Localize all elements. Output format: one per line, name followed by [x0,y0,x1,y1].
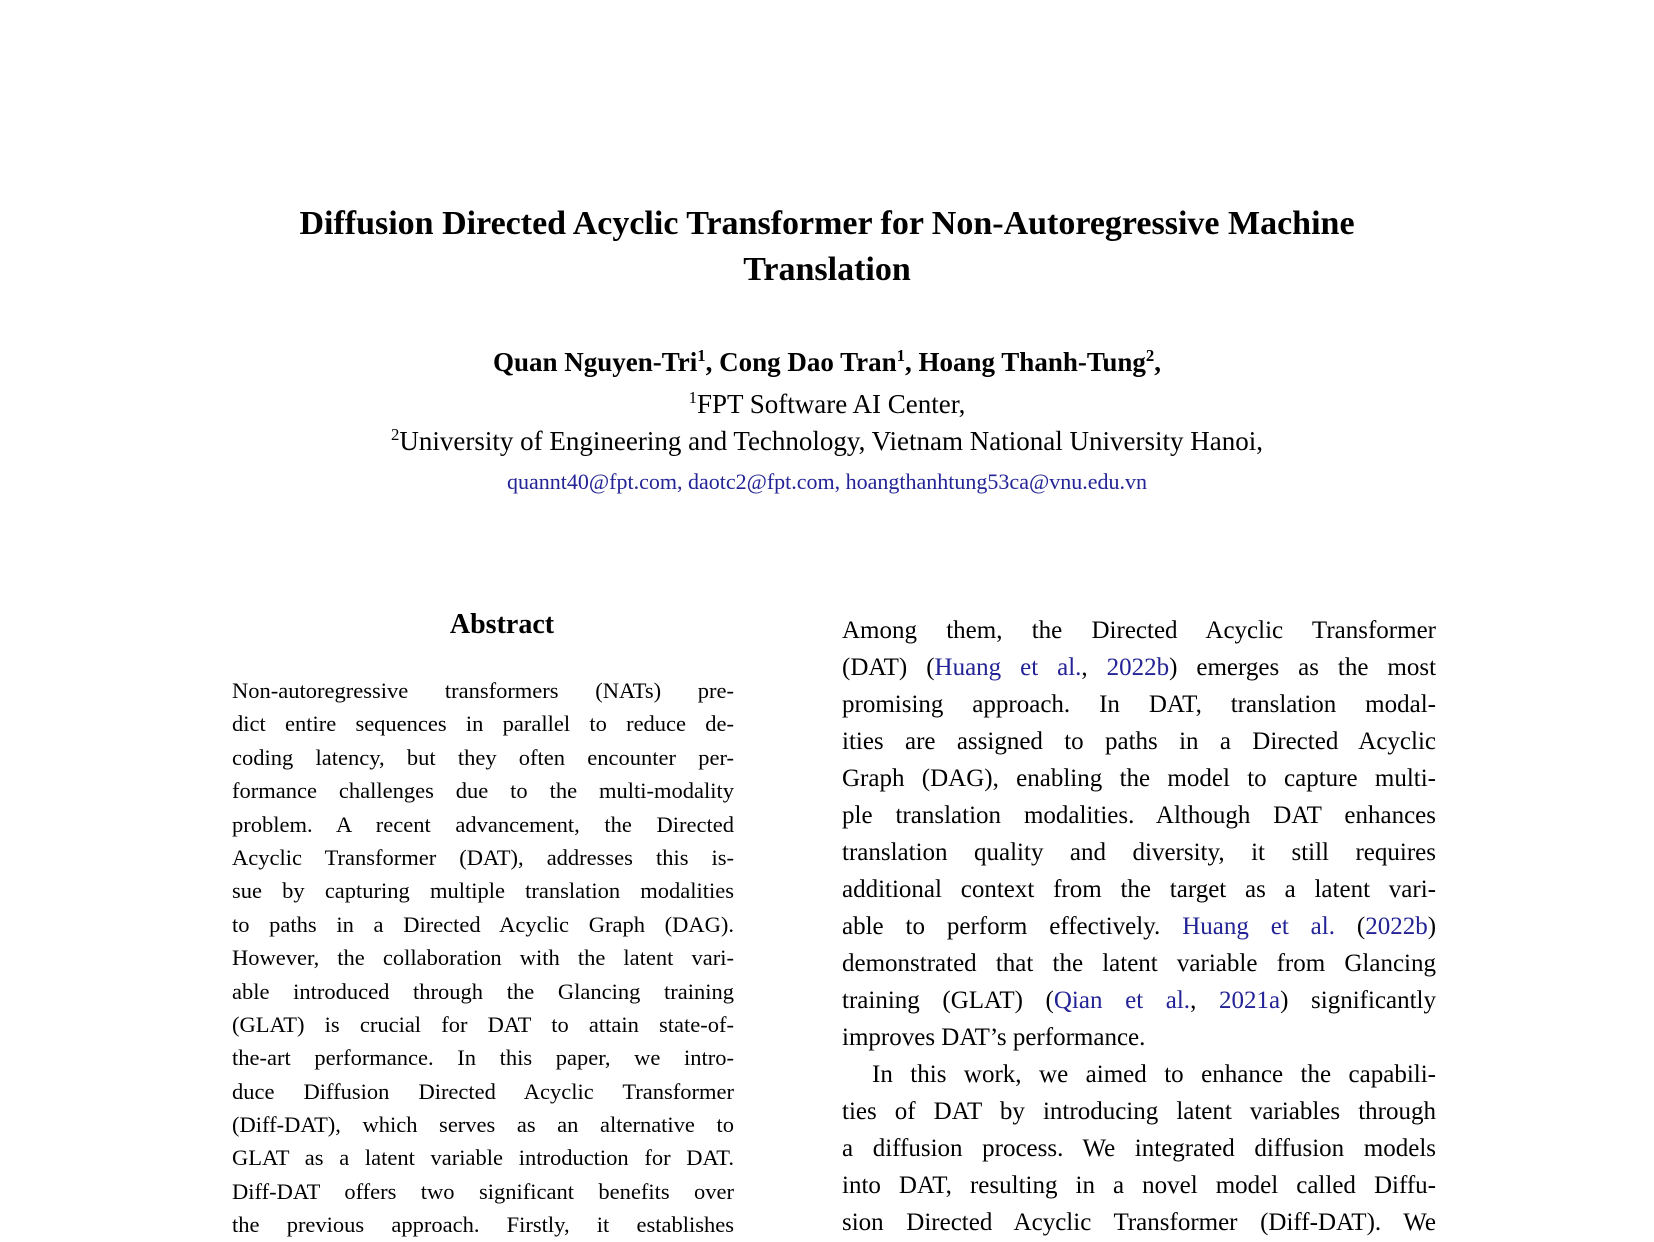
title-line-2: Translation [743,251,911,288]
text-line: Acyclic Transformer (DAT), addresses this is- [232,844,734,870]
citation-link[interactable]: 2022b [1106,654,1170,681]
affiliation-2: $^2$University of Engineering and Technology, Vietnam National University Hanoi, [391,425,1263,456]
text-line: (DAT) (Huang et al., 2022b) emerges as the most [842,654,1436,681]
text-line: Non-autoregressive transformers (NATs) pre- [232,678,734,703]
author-name: Cong Dao Tran [719,347,897,377]
citation-link[interactable]: 2021a [1218,987,1281,1014]
text-line: additional context from the target as a latent vari- [842,876,1436,903]
text-line: Diff-DAT offers two significant benefits over [232,1178,734,1204]
text-line: the-art performance. In this paper, we intro- [232,1045,734,1071]
author-affil-sup: 2 [1145,346,1155,365]
author-name: Quan Nguyen-Tri [492,347,698,377]
text-line: the previous approach. Firstly, it establishes [232,1212,734,1238]
citation-link[interactable]: Huang et al. [934,654,1082,681]
text-line: In this work, we aimed to enhance the capabili- [872,1061,1436,1088]
text-line: demonstrated that the latent variable from Glancing [842,950,1436,977]
affiliation-sup: 1 [688,388,697,407]
paper-title [0,201,1654,293]
citation-link[interactable]: 2022b [1365,913,1428,940]
text-line: Among them, the Directed Acyclic Transformer [842,617,1436,644]
text-line: sue by capturing multiple translation modalities [232,878,734,904]
affiliation-1: $^1$FPT Software AI Center, [688,388,966,419]
text-line: However, the collaboration with the latent vari- [232,945,734,971]
abstract-heading: Abstract [449,609,555,640]
text-line: a diffusion process. We integrated diffusion models [842,1135,1436,1162]
text-line: improves DAT’s performance. [842,1024,1146,1051]
abstract-text [232,674,734,1242]
text-line: ple translation modalities. Although DAT enhances [842,802,1436,829]
text-line: (Diff-DAT), which serves as an alternative to [232,1112,734,1138]
author-emails[interactable]: quannt40@fpt.com, daotc2@fpt.com, hoangthanhtung53ca@vnu.edu.vn [507,469,1147,494]
text-line: translation quality and diversity, it still requires [842,839,1436,866]
text-line: problem. A recent advancement, the Directed [232,811,734,837]
text-line: dict entire sequences in parallel to reduce de- [232,711,734,737]
text-line: sion Directed Acyclic Transformer (Diff-DAT). We [842,1209,1436,1236]
text-line: Graph (DAG), enabling the model to capture multi- [842,765,1436,792]
text-line: able to perform effectively. Huang et al. (2022b) [842,913,1436,940]
text-line: ities are assigned to paths in a Directed Acyclic [842,728,1436,755]
text-line: ties of DAT by introducing latent variables through [842,1098,1436,1125]
text-line: promising approach. In DAT, translation modal- [842,691,1436,718]
text-line: able introduced through the Glancing training [232,978,734,1004]
text-line: duce Diffusion Directed Acyclic Transformer [232,1078,734,1104]
author-affil-sup: 1 [896,346,906,365]
affiliation-sup: 2 [391,425,400,444]
introduction-text [842,612,1436,1241]
text-line: formance challenges due to the multi-modality [232,778,734,804]
author-affil-sup: 1 [697,346,706,365]
citation-link[interactable]: Qian et al. [1053,987,1191,1014]
title-line-1: Diffusion Directed Acyclic Transformer for Non-Autoregressive Machine [299,205,1355,242]
text-line: training (GLAT) (Qian et al., 2021a) significantly [842,987,1436,1014]
text-line: into DAT, resulting in a novel model called Diffu- [842,1172,1436,1199]
author-name: Hoang Thanh-Tung [918,347,1146,377]
citation-link[interactable]: Huang et al. [1182,913,1335,940]
text-line: to paths in a Directed Acyclic Graph (DAG). [232,911,734,937]
text-line: GLAT as a latent variable introduction for DAT. [232,1145,734,1171]
text-line: coding latency, but they often encounter per- [232,744,734,770]
text-line: (GLAT) is crucial for DAT to attain state-of- [232,1011,734,1037]
author-list: Quan Nguyen-Tri$^1$, Cong Dao Tran$^1$, Hoang Thanh-Tung$^2$, [492,346,1162,377]
